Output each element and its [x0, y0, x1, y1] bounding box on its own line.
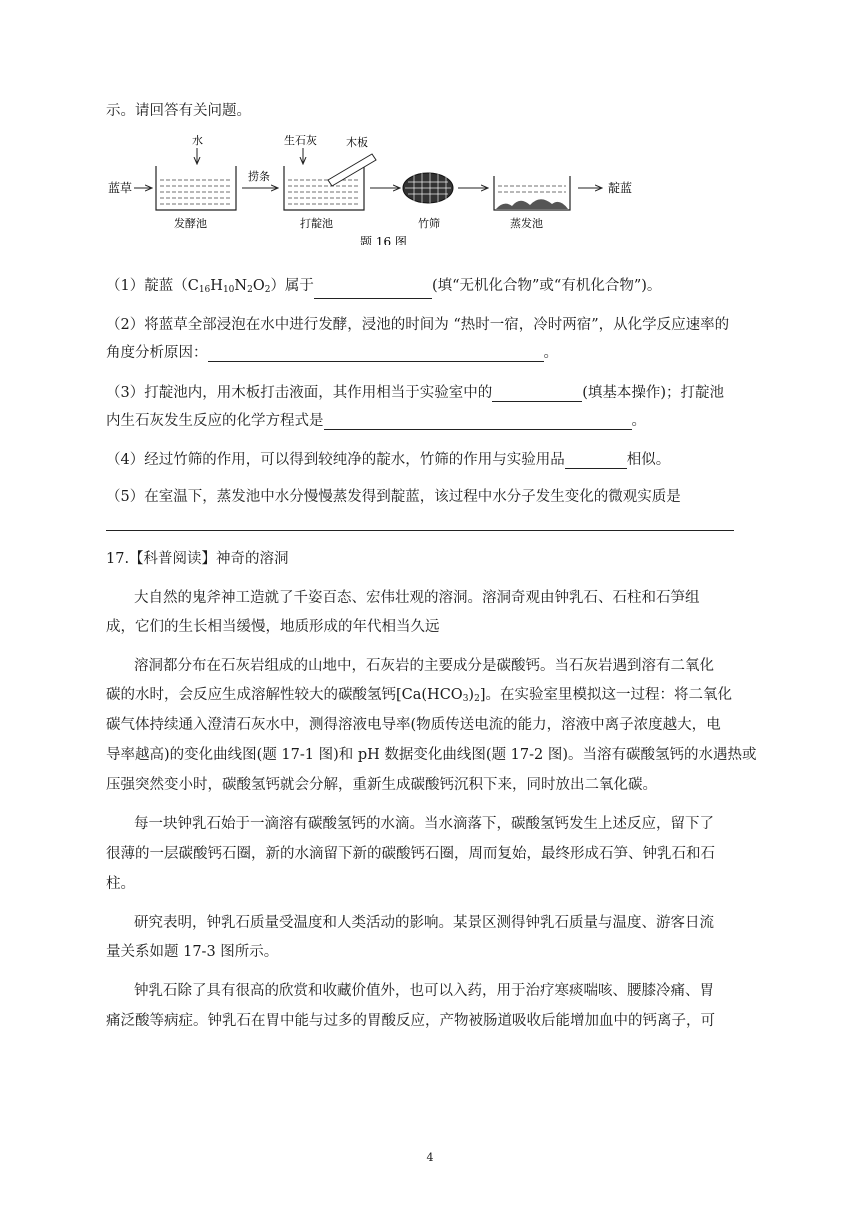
q4-pre: （4）经过竹筛的作用，可以得到较纯净的靛水，竹筛的作用与实验用品: [106, 452, 565, 468]
indigo-beating-pool: [284, 154, 376, 210]
q2-post: 。: [543, 345, 558, 361]
evaporation-pool: [494, 176, 570, 210]
intro-text: 示。请回答有关问题。: [106, 103, 251, 119]
p5-line-2: 痛泛酸等病症。钟乳石在胃中能与过多的胃酸反应，产物被肠道吸收后能增加血中的钙离子，可: [106, 1013, 715, 1029]
input-label: 蓝草: [108, 181, 133, 195]
q1-pre: （1）靛蓝（C: [106, 278, 199, 294]
q1-sub-c: 16: [198, 285, 211, 295]
q3-post: (填基本操作)；打靛池: [582, 385, 725, 401]
p4-line-1: 研究表明，钟乳石质量受温度和人类活动的影响。某景区测得钟乳石质量与温度、游客日流: [134, 915, 714, 931]
p4-line-2: 量关系如题 17-3 图所示。: [106, 944, 279, 960]
q3-line2-pre: 内生石灰发生反应的化学方程式是: [106, 413, 324, 429]
process-diagram: [100, 130, 660, 245]
p3-line-2: 很薄的一层碳酸钙石圈，新的水滴留下新的碳酸钙石圈，周而复始，最终形成石笋、钟乳石和石: [106, 846, 715, 862]
q1-sub-n: 2: [247, 285, 253, 295]
quicklime-label: 生石灰: [284, 134, 317, 147]
question-2-line-2: [106, 344, 558, 362]
p2-line-2: [106, 686, 732, 708]
q3-pre: （3）打靛池内，用木板打击液面，其作用相当于实验室中的: [106, 385, 493, 401]
pool3-label: 蒸发池: [510, 217, 543, 230]
sieve-label: 竹筛: [418, 217, 440, 230]
page-number: 4: [426, 1151, 434, 1164]
p1-line-1: 大自然的鬼斧神工造就了千姿百态、宏伟壮观的溶洞。溶洞奇观由钟乳石、石柱和石笋组: [134, 590, 700, 606]
p1-line-2: 成，它们的生长相当缓慢，地质形成的年代相当久远: [106, 619, 440, 635]
q1-o: O: [252, 278, 265, 294]
question-1: [106, 277, 661, 299]
water-label: 水: [192, 134, 203, 147]
process-diagram-svg: [100, 130, 660, 245]
q3-line2-post: 。: [631, 413, 646, 429]
question-4: [106, 451, 670, 469]
p2-l2-sub-1: 3: [462, 694, 469, 704]
q4-post: 相似。: [626, 452, 671, 468]
p3-line-3: 柱。: [106, 876, 135, 892]
p2-l2-post: ]。在实验室里模拟这一过程：将二氧化: [479, 687, 732, 703]
p2-line-4: 导率越高)的变化曲线图(题 17-1 图)和 pH 数据变化曲线图(题 17-2 图)。当溶有碳酸氢钙的水遇热或: [106, 747, 757, 763]
figure-caption: 题 16 图: [360, 235, 407, 245]
p3-line-1: 每一块钟乳石始于一滴溶有碳酸氢钙的水滴。当水滴落下，碳酸氢钙发生上述反应，留下了: [134, 816, 714, 832]
p2-line-5: 压强突然变小时，碳酸氢钙就会分解，重新生成碳酸钙沉积下来，同时放出二氧化碳。: [106, 777, 657, 793]
q1-sub-h: 10: [222, 285, 235, 295]
q4-answer-blank[interactable]: [565, 453, 627, 469]
p2-l2-pre: 碳的水时，会反应生成溶解性较大的碳酸氢钙[Ca(HCO: [106, 687, 463, 703]
q3-answer-blank-1[interactable]: [492, 386, 582, 402]
board-label: 木板: [346, 136, 368, 149]
q1-h: H: [210, 278, 223, 294]
output-label: 靛蓝: [608, 181, 633, 195]
q5-answer-blank[interactable]: [106, 530, 734, 531]
p5-line-1: 钟乳石除了具有很高的欣赏和收藏价值外，也可以入药，用于治疗寒痰喘咳、腰膝冷痛、胃: [134, 983, 714, 999]
q1-sub-o: 2: [264, 285, 271, 295]
p2-line-3: 碳气体持续通入澄清石灰水中，测得溶液电导率(物质传送电流的能力，溶液中离子浓度越大，电: [106, 717, 721, 733]
bamboo-sieve: [403, 173, 453, 203]
section-17-heading: 17.【科普阅读】神奇的溶洞: [106, 551, 289, 567]
q1-post: (填“无机化合物”或“有机化合物”)。: [431, 278, 662, 294]
stir-label: 捞条: [248, 170, 270, 183]
q1-answer-blank[interactable]: [314, 283, 432, 299]
pool2-label: 打靛池: [300, 217, 333, 230]
question-3-line-1: [106, 384, 724, 402]
p2-l2-mid: ): [468, 687, 475, 703]
q2-pre: 角度分析原因：: [106, 345, 208, 361]
fermentation-pool: [156, 166, 236, 210]
p2-line-1: 溶洞都分布在石灰岩组成的山地中，石灰岩的主要成分是碳酸钙。当石灰岩遇到溶有二氧化: [134, 658, 714, 674]
q1-mid: ）属于: [270, 278, 314, 294]
pool1-label: 发酵池: [174, 217, 207, 230]
p2-l2-sub-2: 2: [474, 694, 480, 704]
question-5: （5）在室温下，蒸发池中水分慢慢蒸发得到靛蓝，该过程中水分子发生变化的微观实质是: [106, 489, 681, 505]
question-2-line-1: （2）将蓝草全部浸泡在水中进行发酵，浸池的时间为 “热时一宿，冷时两宿”，从化学反应速率的: [106, 317, 730, 333]
q2-answer-blank[interactable]: [208, 346, 544, 362]
q1-n: N: [234, 278, 248, 294]
question-3-line-2: [106, 412, 646, 430]
q3-answer-blank-2[interactable]: [324, 414, 632, 430]
